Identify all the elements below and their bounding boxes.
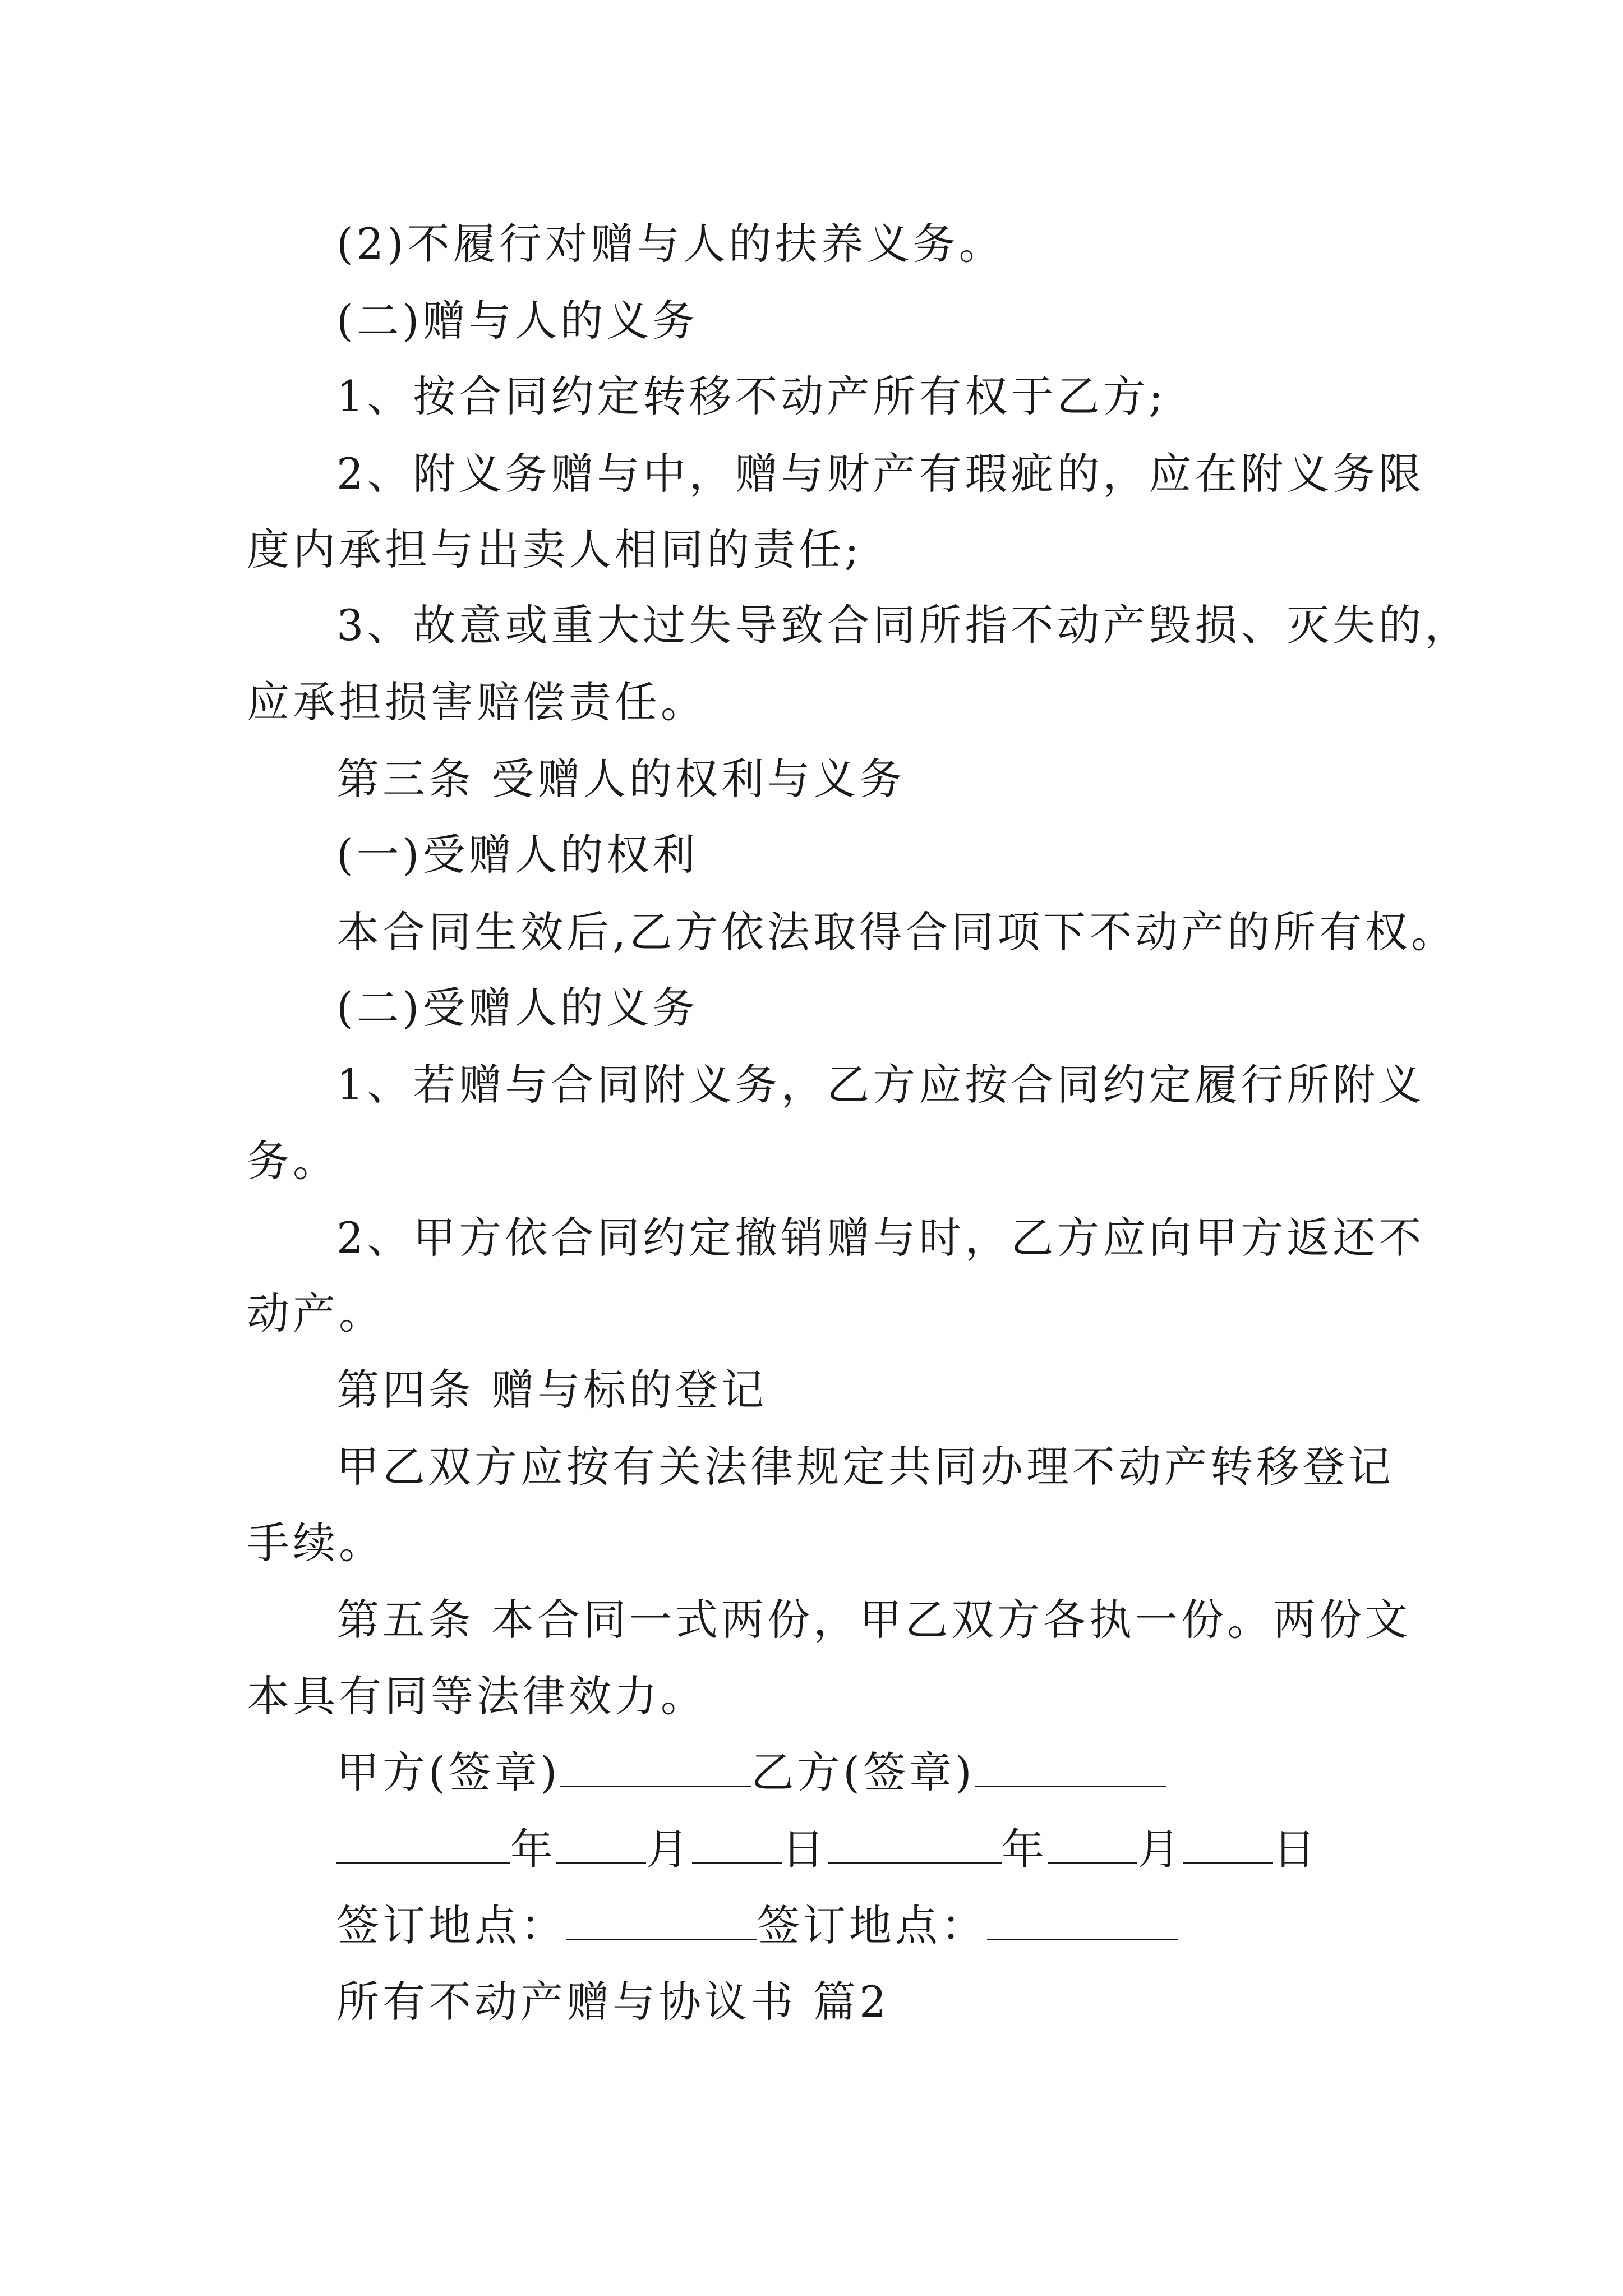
paragraph-line: (2)不履行对赠与人的扶养义务。	[336, 219, 1005, 269]
party-a-blank	[560, 1746, 751, 1787]
place-b-label: 签订地点：	[757, 1901, 987, 1950]
section-heading: (二)受赠人的义务	[336, 983, 699, 1033]
place-row	[336, 1898, 1178, 1954]
next-section-title: 所有不动产赠与协议书 篇2	[336, 1977, 890, 2027]
month-blank	[556, 1823, 646, 1864]
paragraph-line: 2、甲方依合同约定撤销赠与时，乙方应向甲方返还不	[336, 1213, 1425, 1263]
paragraph-line: 本合同生效后,乙方依法取得合同项下不动产的所有权。	[336, 907, 1458, 957]
paragraph-line: 务。	[247, 1136, 339, 1186]
paragraph-line: 1、按合同约定转移不动产所有权于乙方;	[336, 371, 1166, 421]
party-b-blank	[975, 1746, 1166, 1787]
place-b-blank	[987, 1899, 1178, 1940]
article-heading: 第五条 本合同一式两份，甲乙双方各执一份。两份文	[336, 1595, 1412, 1645]
day-blank	[692, 1823, 782, 1864]
year-blank	[828, 1823, 1002, 1864]
paragraph-line: 1、若赠与合同附义务，乙方应按合同约定履行所附义	[336, 1060, 1425, 1110]
section-heading: (二)赠与人的义务	[336, 296, 699, 346]
day-label: 日	[1273, 1824, 1319, 1874]
paragraph-line: 本具有同等法律效力。	[247, 1671, 707, 1721]
paragraph-line: 动产。	[247, 1289, 385, 1338]
paragraph-line: 度内承担与出卖人相同的责任;	[247, 524, 863, 574]
paragraph-line: 手续。	[247, 1518, 385, 1568]
day-label: 日	[782, 1824, 828, 1874]
year-blank	[336, 1823, 510, 1864]
year-label: 年	[1002, 1824, 1048, 1874]
paragraph-line: 甲乙双方应按有关法律规定共同办理不动产转移登记	[336, 1442, 1394, 1492]
month-blank	[1048, 1823, 1137, 1864]
section-heading: (一)受赠人的权利	[336, 830, 699, 880]
party-b-label: 乙方(签章)	[751, 1747, 975, 1797]
article-heading: 第三条 受赠人的权利与义务	[336, 754, 906, 804]
signature-row	[336, 1745, 1166, 1801]
month-label: 月	[646, 1824, 692, 1874]
year-label: 年	[510, 1824, 556, 1874]
article-heading: 第四条 赠与标的登记	[336, 1365, 768, 1415]
day-blank	[1183, 1823, 1273, 1864]
month-label: 月	[1137, 1824, 1183, 1874]
paragraph-line: 3、故意或重大过失导致合同所指不动产毁损、灭失的，	[336, 600, 1471, 650]
date-row	[336, 1821, 1319, 1878]
party-a-label: 甲方(签章)	[336, 1747, 561, 1797]
place-a-label: 签订地点：	[336, 1901, 566, 1950]
paragraph-line: 2、附义务赠与中，赠与财产有瑕疵的，应在附义务限	[336, 449, 1425, 499]
paragraph-line: 应承担损害赔偿责任。	[247, 677, 707, 727]
place-a-blank	[566, 1899, 757, 1940]
